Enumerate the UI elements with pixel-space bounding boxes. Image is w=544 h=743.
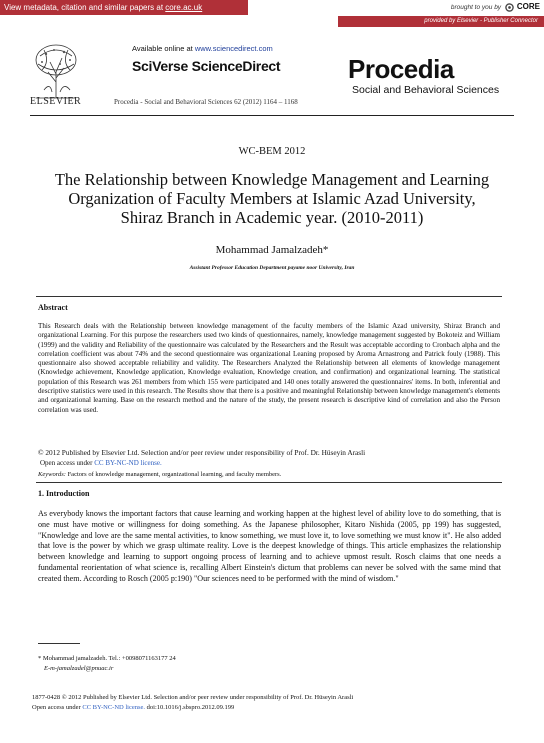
elsevier-tree-logo [30,42,82,100]
core-logo-icon [505,3,514,12]
copyright-line: © 2012 Published by Elsevier Ltd. Selection and/or peer review under responsibility of Prof. Dr. Hüseyin Arasli [38,448,366,457]
provided-by-banner[interactable]: provided by Elsevier - Publisher Connector [338,16,544,27]
section-heading-introduction: 1. Introduction [38,489,90,498]
abstract-top-rule [36,296,502,297]
core-link[interactable]: core.ac.uk [165,3,203,12]
journal-reference: Procedia - Social and Behavioral Sciences 62 (2012) 1164 – 1168 [114,98,298,106]
article-title [20,170,524,227]
footer-open-access-text: Open access under [32,704,83,711]
footer-doi[interactable]: doi:10.1016/j.sbspro.2012.09.199 [145,704,235,711]
elsevier-label: ELSEVIER [30,96,82,107]
abstract-heading: Abstract [38,303,68,312]
author-name [0,244,544,256]
keywords-text: Factors of knowledge management, organizational learning, and faculty members. [65,471,282,478]
available-online [132,44,273,53]
footnote-email[interactable]: E-m-jamalzadel@pnuac.ir [44,665,114,672]
procedia-logo: Procedia [348,54,454,84]
footnote-divider [38,643,80,644]
title-line-1: The Relationship between Knowledge Management and Learning [54,170,490,189]
keywords-label: Keywords: [38,471,66,478]
footer-open-access [32,704,234,711]
footer-copyright: 1877-0428 © 2012 Published by Elsevier Ltd. Selection and/or peer review under responsibility of Prof. Dr. Hüseyin Arasli [32,694,354,701]
core-metadata-link[interactable] [0,0,248,15]
core-banner [0,0,544,15]
header-divider [30,115,514,116]
footnote-author-contact: * Mohammad jamalzadeh. Tel.: +0098071163177 24 [38,655,176,662]
core-brought-by[interactable] [451,2,540,12]
sciverse-logo: SciVerse ScienceDirect [132,58,281,74]
title-line-3: Shiraz Branch in Academic year. (2010-2011) [120,208,424,227]
author-text: Mohammad Jamalzadeh [215,244,323,256]
author-footnote-mark[interactable]: * [322,244,329,256]
conference-label: WC-BEM 2012 [238,146,306,157]
abstract-bottom-rule [36,482,502,483]
open-access-line [40,459,162,467]
core-logo-text: CORE [516,2,540,11]
introduction-body: As everybody knows the important factors that cause learning and working happen at the highest level of ability love to do something, that is one must have motive or willingness for doing something. As the Japanese philosopher, Kitaro Nishida (2005, pp 199) has suggested, "Knowledge and love are the same mental activities, to know something, we must love it, to love something we must know it". He also added that love is the power by which we grasp ultimate reality. Love is the deepest knowledge of things. This article emphasizes the relationship between knowledge and learning to support ongoing process of learning and to achieve upmost result. Rosch claims that one needs a fundamental reorientation of what science is, recalling Albert Einstein's dictum that problems can never be solved with the same mind that created them. According to Rosch (2005 p:190) "Our sciences need to be performed with the mind of wisdom." [38,509,501,583]
keywords [38,471,281,478]
sciencedirect-link[interactable]: www.sciencedirect.com [194,44,273,53]
license-link[interactable]: CC BY-NC-ND license. [94,459,162,467]
core-metadata-text: View metadata, citation and similar papers at [4,3,166,12]
open-access-text: Open access under [40,459,95,467]
abstract-body: This Research deals with the Relationship between knowledge management of the faculty members of the Islamic Azad university, Shiraz Branch and organizational Learning. For this purpose the researchers used two kinds of questionnaires, namely, knowledge management suggested by Bokoteiz and William (1999) and the validity and Reliability of the questionnaire was calculated by the Researchers and the Result was acceptable according to Cronbach alpha and the correlation coefficient was about 74% and the second questionnaire was organizational Leaning proposed by Aroma Arnastrong and Patrick fouly (1988). This questionnaire also showed acceptable reliability and validity. The Researchers Analyzed the Relationship between all elements of knowledge management (Knowledge achievement, Knowledge application, Knowledge evaluation, Knowledge creation, and confirmation) and organizational learning. The statistical population of this Research was 261 members from which 155 were participated and 140 ones totally answered the questionnaires' items. In both, inferential and descriptive statistics were used in this research. The Results show that there is a positive and meaningful Relationship between knowledge management's elements and organizational learning. Base on the research method and the nature of the study, the present research is descriptive kind of correlation and also the Person correlation was used. [38,322,500,414]
procedia-subtitle: Social and Behavioral Sciences [352,84,500,96]
footer-license-link[interactable]: CC BY-NC-ND license. [82,704,146,711]
available-online-text: Available online at [132,44,195,53]
title-line-2: Organization of Faculty Members at Islamic Azad University, [68,189,476,208]
author-affiliation: Assistant Professor Education Department payame noor University, Iran [189,265,355,271]
brought-by-text: brought to you by [450,4,502,11]
